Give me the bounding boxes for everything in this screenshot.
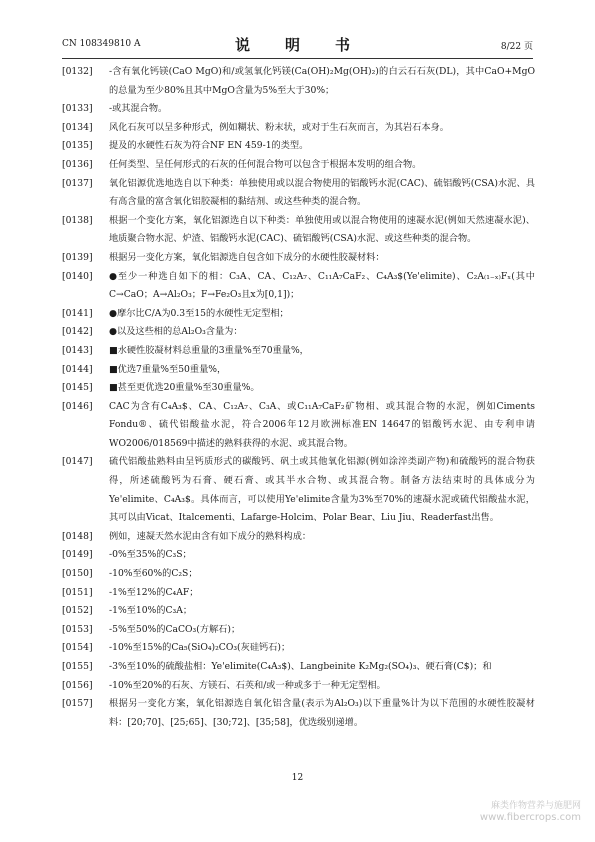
paragraph-number: [0157] <box>62 698 93 710</box>
document-title: 说 明 书 <box>234 36 360 54</box>
paragraph <box>62 565 535 584</box>
paragraph-number: [0153] <box>62 623 93 635</box>
paragraph-text: 根据另一变化方案，氧化铝源选自氧化铝含量(表示为Al₂O₃)以下重量%计为以下范围的水硬性胶凝材料：[20;70]、[25;65]、[30;72]、[35;58]，优选级别递增。 <box>109 698 535 728</box>
paragraph-number: [0138] <box>62 214 93 226</box>
paragraph <box>62 379 535 398</box>
paragraph-text: -3%至10%的硫酸盐相：Ye'elimite(C₄A₃$)、Langbeinite K₂Mg₂(SO₄)₃、硬石膏(C$)；和 <box>109 661 492 672</box>
paragraph-text: 根据另一变化方案，氧化铝源选自包含如下成分的水硬性胶凝材料： <box>109 251 385 263</box>
paragraph-number: [0143] <box>62 344 93 356</box>
paragraph-text: 任何类型、呈任何形式的石灰的任何混合物可以包含于根据本发明的组合物。 <box>109 158 422 170</box>
paragraph-text: -10%至20%的石灰、方镁石、石英和/或一种或多于一种无定型相。 <box>109 679 386 691</box>
paragraph-text: ●以及这些相的总Al₂O₃含量为： <box>109 326 243 338</box>
watermark-url: www.fibercrops.com <box>479 812 581 823</box>
paragraph <box>62 156 535 175</box>
paragraph-text: ■水硬性胶凝材料总重量的3重量%至70重量%， <box>109 344 309 356</box>
paragraph-text: ●至少一种选自如下的相：C₃A、CA、C₁₂A₇、C₁₁A₇CaF₂、C₄A₃$(Ye'elimite)、C₂A₍₁₋ₓ₎Fₓ(其中C→CaO；A→Al₂O₃；F→Fe₂O₃且x为[0,1])； <box>109 270 535 301</box>
page-indicator: 8/22 页 <box>500 42 533 52</box>
paragraph <box>62 305 535 324</box>
paragraph-text: 硫代铝酸盐熟料由呈钙质形式的碳酸钙、矾土或其他氧化铝源(例如涂淬类副产物)和硫酸钙的混合物获得，所述硫酸钙为石膏、硬石膏、或其半水合物、或其混合物。制备方法结束时的具体成分为Ye'elimite、C₄A₃$。具体而言，可以使用Ye'elimite含量为3%至70%的速凝水泥或硫代铝酸盐水泥，其可以由Vicat、Italcementi、Lafarge-Holcim、Polar Bear、Liu Jiu、Readerfast出售。 <box>109 456 535 524</box>
paragraph <box>62 546 535 565</box>
paragraph <box>62 249 535 268</box>
paragraph <box>62 100 535 119</box>
paragraph-number: [0150] <box>62 568 93 580</box>
paragraph-number: [0145] <box>62 382 93 394</box>
paragraph-text: -1%至10%的C₃A； <box>109 605 193 617</box>
watermark-title: 麻类作物营养与施肥网 <box>490 801 581 811</box>
paragraph-number: [0140] <box>62 270 93 282</box>
paragraph-number: [0144] <box>62 363 93 375</box>
paragraph-text: -10%至60%的C₂S； <box>109 568 198 580</box>
paragraph <box>62 323 535 342</box>
paragraph <box>62 175 535 212</box>
paragraph-text: -10%至15%的Ca₅(SiO₄)₂CO₃(灰硅钙石)； <box>109 642 291 654</box>
paragraph <box>62 528 535 547</box>
paragraph-number: [0141] <box>62 307 93 319</box>
paragraph-text: -0%至35%的C₃S； <box>109 549 192 561</box>
paragraph-number: [0148] <box>62 530 93 542</box>
paragraph-text: 根据一个变化方案，氧化铝源选自以下种类：单独使用或以混合物使用的速凝水泥(例如天然速凝水泥)、地质聚合物水泥、炉渣、铝酸钙水泥(CAC)、硫铝酸钙(CSA)水泥、或这些种类的混合物。 <box>109 214 535 245</box>
paragraph-text: 提及的水硬性石灰为符合NF EN 459-1的类型。 <box>109 140 309 152</box>
watermark <box>480 800 581 824</box>
paragraph-text: ●摩尔比C/A为0.3至15的水硬性无定型相； <box>109 307 289 319</box>
paragraph <box>62 584 535 603</box>
paragraph-number: [0152] <box>62 605 93 617</box>
paragraph-number: [0134] <box>62 121 93 133</box>
paragraph <box>62 119 535 138</box>
paragraph <box>62 658 535 677</box>
header-divider <box>62 58 533 59</box>
paragraph-number: [0147] <box>62 456 93 468</box>
paragraph-text: 风化石灰可以呈多种形式，例如糊状、粉末状，或对于生石灰而言，为其岩石本身。 <box>109 121 449 133</box>
paragraph <box>62 453 535 527</box>
paragraph-number: [0133] <box>62 103 93 115</box>
paragraph-number: [0137] <box>62 177 93 189</box>
paragraph-number: [0136] <box>62 158 93 170</box>
paragraph-text: 氧化铝源优选地选自以下种类：单独使用或以混合物使用的铝酸钙水泥(CAC)、硫铝酸钙(CSA)水泥、具有高含量的富含氧化铝胶凝相的黏结剂、或这些种类的混合物。 <box>109 177 535 208</box>
paragraph <box>62 63 535 100</box>
paragraph <box>62 677 535 696</box>
paragraph-number: [0154] <box>62 642 93 654</box>
paragraph <box>62 212 535 249</box>
paragraph <box>62 361 535 380</box>
paragraph-number: [0132] <box>62 66 93 77</box>
paragraph <box>62 137 535 156</box>
page-header <box>62 34 533 56</box>
paragraph-text: -或其混合物。 <box>109 103 168 115</box>
paragraph-text: ■优选7重量%至50重量%， <box>109 363 227 375</box>
paragraph-number: [0142] <box>62 326 93 338</box>
paragraph-number: [0149] <box>62 549 93 561</box>
paragraph-text: 例如，速凝天然水泥由含有如下成分的熟料构成： <box>109 530 312 542</box>
paragraph <box>62 639 535 658</box>
paragraph-number: [0139] <box>62 251 93 263</box>
paragraph-number: [0155] <box>62 661 93 672</box>
paragraph <box>62 602 535 621</box>
paragraph-number: [0156] <box>62 679 93 691</box>
paragraph-number: [0146] <box>62 400 93 412</box>
paragraph-number: [0135] <box>62 140 93 152</box>
paragraph <box>62 342 535 361</box>
paragraph-text: -含有氧化钙镁(CaO MgO)和/或氢氧化钙镁(Ca(OH)₂Mg(OH)₂)的白云石石灰(DL)，其中CaO+MgO的总量为至少80%且其中MgO含量为5%至大于30%； <box>109 66 535 96</box>
paragraph-text: CAC为含有C₄A₃$、CA、C₁₂A₇、C₃A、或C₁₁A₇CaF₂矿物相、或其混合物的水泥，例如Ciments Fondu®、硫代铝酸盐水泥，符合2006年12月欧洲标准EN 14647的铝酸钙水泥、由专利申请WO2006/018569中描述的熟料获得的水泥、或其混合物。 <box>109 400 535 449</box>
paragraph <box>62 621 535 640</box>
document-body <box>62 63 535 732</box>
paragraph <box>62 695 535 732</box>
page-number: 12 <box>291 773 304 783</box>
paragraph-text: -5%至50%的CaCO₃(方解石)； <box>109 623 241 635</box>
paragraph-text: ■甚至更优选20重量%至30重量%。 <box>109 382 260 394</box>
paragraph <box>62 268 535 305</box>
publication-number: CN 108349810 A <box>62 39 141 49</box>
paragraph-text: -1%至12%的C₄AF； <box>109 586 199 598</box>
paragraph <box>62 398 535 454</box>
paragraph-number: [0151] <box>62 586 93 598</box>
